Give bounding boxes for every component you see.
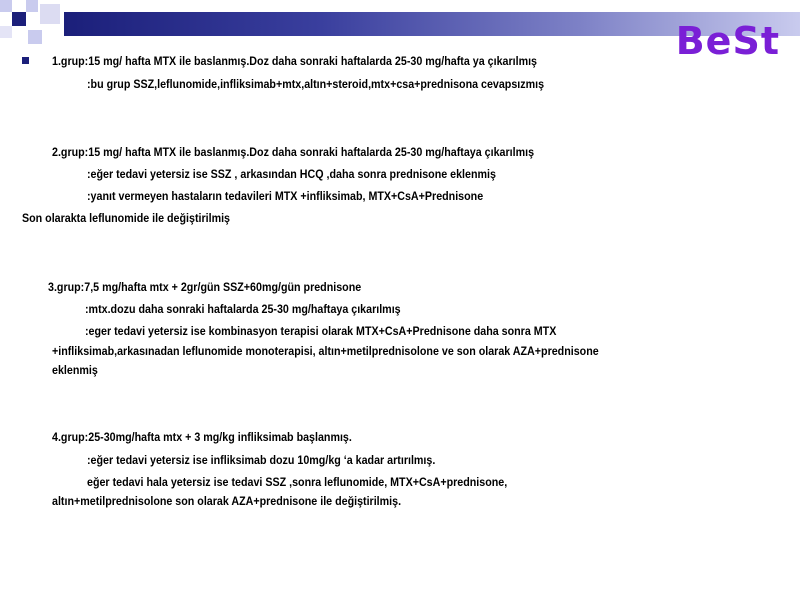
group4-sub2-line2: altın+metilprednisolone son olarak AZA+prednisone ile değiştirilmiş.: [52, 496, 402, 508]
square-bullet-icon: [22, 57, 29, 64]
decor-square: [0, 26, 12, 38]
group2-sub1: :eğer tedavi yetersiz ise SSZ , arkasından HCQ ,daha sonra prednisone eklenmiş: [87, 169, 496, 181]
decor-square: [26, 0, 38, 12]
group4-sub2-line1: eğer tedavi hala yetersiz ise tedavi SSZ ,sonra leflunomide, MTX+CsA+prednisone,: [87, 477, 508, 489]
decor-square: [28, 30, 42, 44]
group3-main: 3.grup:7,5 mg/hafta mtx + 2gr/gün SSZ+60mg/gün prednisone: [48, 282, 362, 294]
group3-sub2-line1: :eger tedavi yetersiz ise kombinasyon terapisi olarak MTX+CsA+Prednisone daha sonra MTX: [85, 326, 557, 338]
group3-sub1: :mtx.dozu daha sonraki haftalarda 25-30 mg/haftaya çıkarılmış: [85, 304, 401, 316]
group2-sub2: :yanıt vermeyen hastaların tedavileri MTX +infliksimab, MTX+CsA+Prednisone: [87, 191, 484, 203]
brand-title: BeSt: [675, 19, 780, 63]
group2-tail: Son olarakta leflunomide ile değiştirilmiş: [22, 213, 231, 225]
group3-sub2-line2: +infliksimab,arkasınadan leflunomide monoterapisi, altın+metilprednisolone ve son olarak AZA+prednisone: [52, 346, 599, 358]
group1-sub1: :bu grup SSZ,leflunomide,infliksimab+mtx,altın+steroid,mtx+csa+prednisona cevapsızmış: [87, 79, 545, 91]
decor-square: [40, 4, 60, 24]
decor-square: [0, 0, 12, 12]
group3-sub2-line3: eklenmiş: [52, 365, 98, 377]
group2-main: 2.grup:15 mg/ hafta MTX ile baslanmış.Doz daha sonraki haftalarda 25-30 mg/haftaya çıkarılmış: [52, 147, 535, 159]
group1-main: 1.grup:15 mg/ hafta MTX ile baslanmış.Doz daha sonraki haftalarda 25-30 mg/hafta ya çıkarılmış: [52, 56, 538, 68]
group4-sub1: :eğer tedavi yetersiz ise infliksimab dozu 10mg/kg ‘a kadar artırılmış.: [87, 455, 436, 467]
group4-main: 4.grup:25-30mg/hafta mtx + 3 mg/kg infliksimab başlanmış.: [52, 432, 352, 444]
decor-square: [12, 12, 26, 26]
